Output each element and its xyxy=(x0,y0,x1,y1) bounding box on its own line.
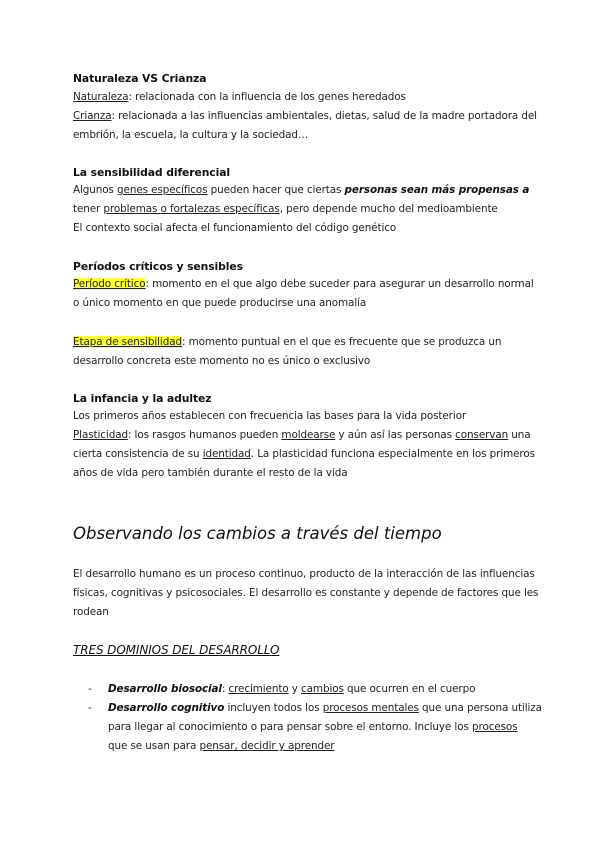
conservan: conservan xyxy=(455,429,509,441)
naturaleza-def-text: : relacionada con la influencia de los genes heredados xyxy=(128,91,406,103)
infancia-line1: Los primeros años establecen con frecuencia las bases para la vida posterior xyxy=(73,410,467,422)
identidad: identidad xyxy=(202,448,251,460)
text: cierta consistencia de su xyxy=(73,448,203,460)
plasticidad-term: Plasticidad xyxy=(73,429,128,441)
plasticidad-line1 xyxy=(73,429,531,441)
crianza-definition-line2: embrión, la escuela, la cultura y la sociedad… xyxy=(73,129,309,141)
sensibilidad-line1 xyxy=(73,184,529,196)
observando-p2: físicas, cognitivas y psicosociales. El desarrollo es constante y depende de factores que les xyxy=(73,587,539,599)
periodo-critico-line1 xyxy=(73,278,534,290)
heading-infancia-adultez: La infancia y la adultez xyxy=(73,392,212,405)
plasticidad-line2 xyxy=(73,448,535,460)
text: que ocurren en el cuerpo xyxy=(343,683,476,695)
moldearse: moldearse xyxy=(281,429,336,441)
text: : momento puntual en el que es frecuente que se produzca un xyxy=(181,336,502,348)
bullet-dash-1: - xyxy=(88,683,92,695)
heading-periodos-criticos: Períodos críticos y sensibles xyxy=(73,260,243,273)
procesos-mentales: procesos mentales xyxy=(322,702,419,714)
underlined-phrase: problemas o fortalezas específicas xyxy=(103,203,280,215)
bold-phrase: personas sean más propensas a xyxy=(344,184,530,196)
sensibilidad-line2 xyxy=(73,203,498,215)
section-title-observando: Observando los cambios a través del tiempo xyxy=(73,524,442,543)
pensar-decidir-aprender: pensar, decidir y aprender xyxy=(199,740,335,752)
dominio-biosocial xyxy=(108,683,475,695)
text: y xyxy=(288,683,302,695)
text: incluyen todos los xyxy=(224,702,323,714)
sensibilidad-line3: El contexto social afecta el funcionamiento del código genético xyxy=(73,222,397,234)
bullet-dash-2: - xyxy=(88,702,92,714)
heading-naturaleza-crianza: Naturaleza VS Crianza xyxy=(73,72,207,85)
etapa-sensibilidad-line1 xyxy=(73,336,501,348)
etapa-sensibilidad-line2: desarrollo concreta este momento no es único o exclusivo xyxy=(73,355,371,367)
text: tener xyxy=(73,203,104,215)
observando-p3: rodean xyxy=(73,606,109,618)
crecimiento: crecimiento xyxy=(228,683,289,695)
naturaleza-definition xyxy=(73,91,406,103)
text: : momento en el que algo debe suceder para asegurar un desarrollo normal xyxy=(145,278,534,290)
text: pueden hacer que ciertas xyxy=(207,184,345,196)
text: que se usan para xyxy=(108,740,200,752)
dominio-cognitivo-line2 xyxy=(108,721,518,733)
cambios: cambios xyxy=(301,683,344,695)
text: que una persona utiliza xyxy=(418,702,542,714)
text: : los rasgos humanos pueden xyxy=(127,429,282,441)
text: y aún así las personas xyxy=(335,429,456,441)
procesos: procesos xyxy=(472,721,518,733)
dominio-cognitivo-line3 xyxy=(108,740,334,752)
text: para llegar al conocimiento o para pensar sobre el entorno. Incluye los xyxy=(108,721,472,733)
naturaleza-term: Naturaleza xyxy=(73,91,129,103)
genes-especificos: genes específicos xyxy=(117,184,208,196)
crianza-term: Crianza xyxy=(73,110,112,122)
etapa-sensibilidad-term: Etapa de sensibilidad xyxy=(73,336,182,348)
dominio-cognitivo-line1 xyxy=(108,702,542,714)
text: , pero depende mucho del medioambiente xyxy=(279,203,498,215)
periodo-critico-line2: o único momento en que puede producirse una anomalía xyxy=(73,297,367,309)
periodo-critico-term: Período crítico xyxy=(73,278,146,290)
heading-tres-dominios: TRES DOMINIOS DEL DESARROLLO xyxy=(73,643,280,657)
text: . La plasticidad funciona especialmente en los primeros xyxy=(250,448,535,460)
plasticidad-line3: años de vida pero también durante el resto de la vida xyxy=(73,467,348,479)
observando-p1: El desarrollo humano es un proceso continuo, producto de la interacción de las influencias xyxy=(73,568,535,580)
crianza-definition-line1 xyxy=(73,110,537,122)
cognitivo-term: Desarrollo cognitivo xyxy=(108,702,225,714)
biosocial-term: Desarrollo biosocial xyxy=(108,683,222,695)
text: Algunos xyxy=(73,184,118,196)
heading-sensibilidad-diferencial: La sensibilidad diferencial xyxy=(73,166,230,179)
text: una xyxy=(508,429,531,441)
crianza-def-text: : relacionada a las influencias ambientales, dietas, salud de la madre portadora del xyxy=(111,110,537,122)
text: : xyxy=(221,683,229,695)
